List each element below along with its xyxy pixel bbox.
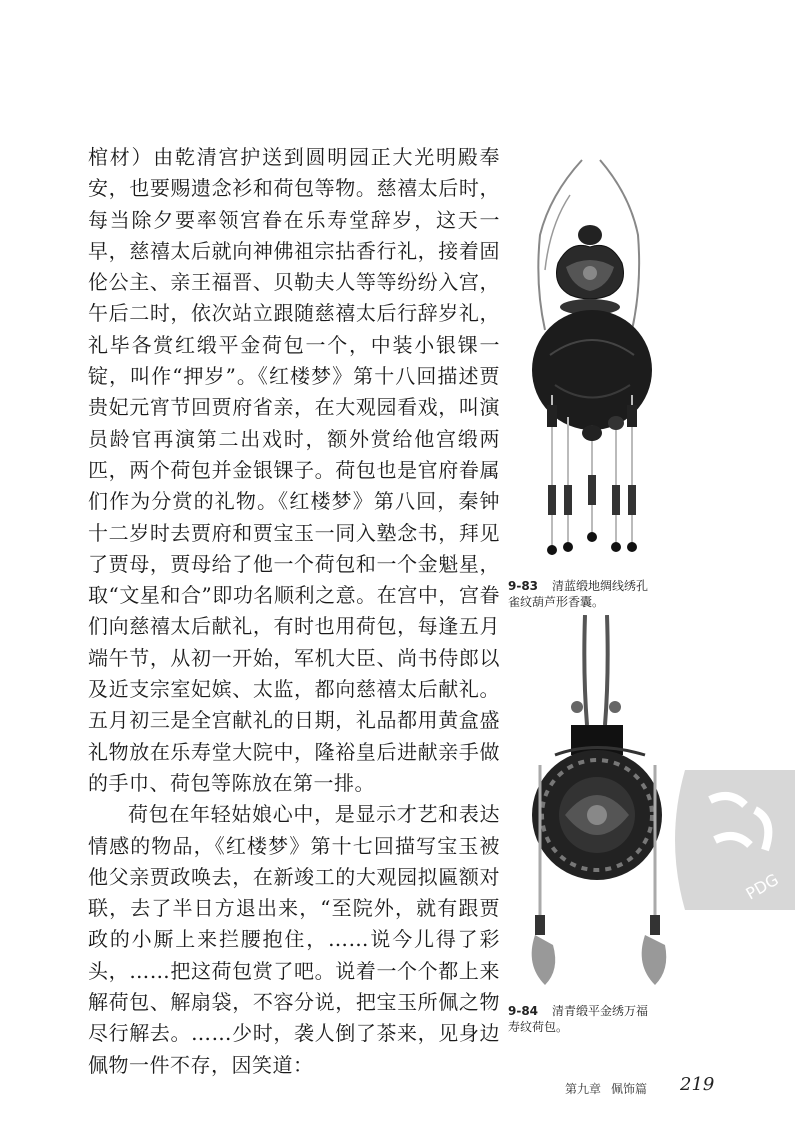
section-label: 佩饰篇 xyxy=(611,1082,648,1096)
figure-number: 9-84 xyxy=(508,1004,539,1018)
figure-number: 9-83 xyxy=(508,579,539,593)
stamp-text: PDG xyxy=(742,869,782,904)
chapter-label: 第九章 xyxy=(565,1082,602,1096)
watermark-stamp xyxy=(655,760,800,920)
page-number: 219 xyxy=(680,1074,715,1095)
figure-caption xyxy=(508,578,658,610)
paragraph: 棺材）由乾清宫护送到圆明园正大光明殿奉安，也要赐遗念衫和荷包等物。慈禧太后时，每当除夕要率领宫眷在乐寿堂辞岁，这天一早，慈禧太后就向神佛祖宗拈香行礼，接着固伦公主、亲王福晋、贝勒夫人等等纷纷入宫，午后二时，依次站立跟随慈禧太后行辞岁礼，礼毕各赏红缎平金荷包一个，中装小银锞一锭，叫作“押岁”。《红楼梦》第十八回描述贾贵妃元宵节回贾府省亲，在大观园看戏，叫演员龄官再演第二出戏时，额外赏给他宫缎两匹，两个荷包并金银锞子。荷包也是官府眷属们作为分赏的礼物。《红楼梦》第八回，秦钟十二岁时去贾府和贾宝玉一同入塾念书，拜见了贾母，贾母给了他一个荷包和一个金魁星，取“文星和合”即功名顺利之意。在宫中，宫眷们向慈禧太后献礼，有时也用荷包，每逢五月端午节，从初一开始，军机大臣、尚书侍郎以及近支宗室妃嫔、太监，都向慈禧太后献礼。五月初三是全宫献礼的日期，礼品都用黄盒盛礼物放在乐寿堂大院中，隆裕皇后进献亲手做的手巾、荷包等陈放在第一排。 xyxy=(88,145,500,795)
figure-gourd-sachet xyxy=(510,155,675,570)
caption-text: 清青缎平金绣万福寿纹荷包。 xyxy=(508,1004,649,1034)
paragraph: 荷包在年轻姑娘心中，是显示才艺和表达情感的物品，《红楼梦》第十七回描写宝玉被他父亲贾政唤去，在新竣工的大观园拟匾额对联，去了半日方退出来，“至院外，就有跟贾政的小厮上来拦腰抱住，……说今儿得了彩头，……把这荷包赏了吧。说着一个个都上来解荷包、解扇袋，不容分说，把宝玉所佩之物尽行解去。……少时，袭人倒了茶来，见身边佩物一件不存，因笑道： xyxy=(88,802,500,1077)
page-footer xyxy=(565,1080,647,1097)
figure-caption xyxy=(508,1003,658,1035)
body-text xyxy=(88,142,500,1081)
caption-text: 清蓝缎地绸线绣孔雀纹葫芦形香囊。 xyxy=(508,579,649,609)
